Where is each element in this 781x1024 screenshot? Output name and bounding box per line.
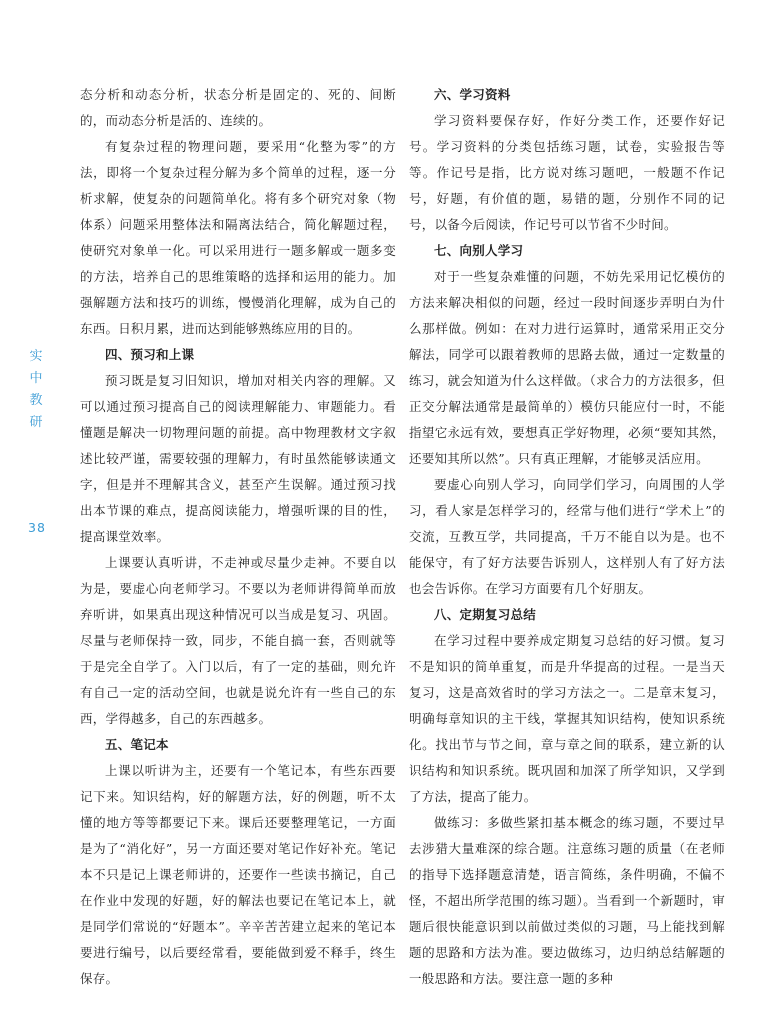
paragraph: 要虚心向别人学习，向同学们学习，向周围的人学习，看人家是怎样学习的，经常与他们进行“学术上”的交流，互教互学，共同提高，千万不能自以为是。也不能保守，有了好方法要告诉别人，这样别人有了好方法也会告诉你。在学习方面要有几个好朋友。 xyxy=(409,477,725,596)
section-heading: 六、学习资料 xyxy=(434,87,511,102)
left-column xyxy=(80,82,396,992)
paragraph: 做练习：多做些紧扣基本概念的练习题，不要过早去涉猎大量难深的综合题。注意练习题的质量（在老师的指导下选择题意清楚，语言简练，条件明确，不偏不怪，不超出所学范围的练习题）。当看到一个新题时，审题后很快能意识到以前做过类似的习题，马上能找到解题的思路和方法为准。要边做练习，边归纳总结解题的一般思路和方法。要注意一题的多种 xyxy=(409,815,725,986)
side-label-char: 实 xyxy=(29,349,43,364)
paragraph: 学习资料要保存好，作好分类工作，还要作好记号。学习资料的分类包括练习题，试卷，实验报告等等。作记号是指，比方说对练习题吧，一般题不作记号，好题，有价值的题，易错的题，分别作不同的记号，以备今后阅读，作记号可以节省不少时间。 xyxy=(409,113,725,232)
paragraph: 在学习过程中要养成定期复习总结的好习惯。复习不是知识的简单重复，而是升华提高的过程。一是当天复习，这是高效省时的学习方法之一。二是章末复习，明确每章知识的主干线，掌握其知识结构，使知识系统化。找出节与节之间，章与章之间的联系，建立新的认识结构和知识系统。既巩固和加深了所学知识，又学到了方法，提高了能力。 xyxy=(409,633,725,804)
section-heading: 四、预习和上课 xyxy=(105,347,195,362)
section-heading: 七、向别人学习 xyxy=(434,243,524,258)
paragraph: 有复杂过程的物理问题，要采用“化整为零”的方法，即将一个复杂过程分解为多个简单的过程，逐一分析求解，使复杂的问题简单化。将有多个研究对象（物体系）问题采用整体法和隔离法结合，简化解题过程，使研究对象单一化。可以采用进行一题多解或一题多变的方法，培养自己的思维策略的选择和运用的能力。加强解题方法和技巧的训练，慢慢消化理解，成为自己的东西。日积月累，进而达到能够熟练应用的目的。 xyxy=(80,139,396,336)
right-column xyxy=(409,82,725,992)
paragraph: 预习既是复习旧知识，增加对相关内容的理解。又可以通过预习提高自己的阅读理解能力、审题能力。看懂题是解决一切物理问题的前提。高中物理教材文字叙述比较严谨，需要较强的理解力，有时虽然能够读通文字，但是并不理解其含义，甚至产生误解。通过预习找出本节课的难点，提高阅读能力，增强听课的目的性，提高课堂效率。 xyxy=(80,373,396,544)
paragraph: 对于一些复杂难懂的问题，不妨先采用记忆模仿的方法来解决相似的问题，经过一段时间逐步弄明白为什么那样做。例如：在对力进行运算时，通常采用正交分解法，同学可以跟着教师的思路去做，通过一定数量的练习，就会知道为什么这样做。（求合力的方法很多，但正交分解法通常是最简单的）模仿只能应付一时，不能指望它永远有效，要想真正学好物理，必须“要知其然，还要知其所以然”。只有真正理解，才能够灵活应用。 xyxy=(409,269,725,466)
page-number: 38 xyxy=(28,520,46,535)
side-label-char: 研 xyxy=(29,415,43,430)
section-heading: 八、定期复习总结 xyxy=(434,607,537,622)
paragraph: 态分析和动态分析，状态分析是固定的、死的、间断的，而动态分析是活的、连续的。 xyxy=(80,87,396,128)
paragraph: 上课以听讲为主，还要有一个笔记本，有些东西要记下来。知识结构，好的解题方法，好的例题，听不太懂的地方等等都要记下来。课后还要整理笔记，一方面是为了“消化好”，另一方面还要对笔记作好补充。笔记本不只是记上课老师讲的，还要作一些读书摘记，自己在作业中发现的好题，好的解法也要记在笔记本上，就是同学们常说的“好题本”。辛辛苦苦建立起来的笔记本要进行编号，以后要经常看，要能做到爱不释手，终生保存。 xyxy=(80,763,396,986)
paragraph: 上课要认真听讲，不走神或尽量少走神。不要自以为是，要虚心向老师学习。不要以为老师讲得简单而放弃听讲，如果真出现这种情况可以当成是复习、巩固。尽量与老师保持一致，同步，不能自搞一套，否则就等于是完全自学了。入门以后，有了一定的基础，则允许有自己一定的活动空间，也就是说允许有一些自己的东西，学得越多，自己的东西越多。 xyxy=(80,555,396,726)
side-label-char: 中 xyxy=(29,371,43,386)
section-heading: 五、笔记本 xyxy=(105,737,169,752)
section-side-label xyxy=(26,346,46,434)
side-label-char: 教 xyxy=(29,393,43,408)
